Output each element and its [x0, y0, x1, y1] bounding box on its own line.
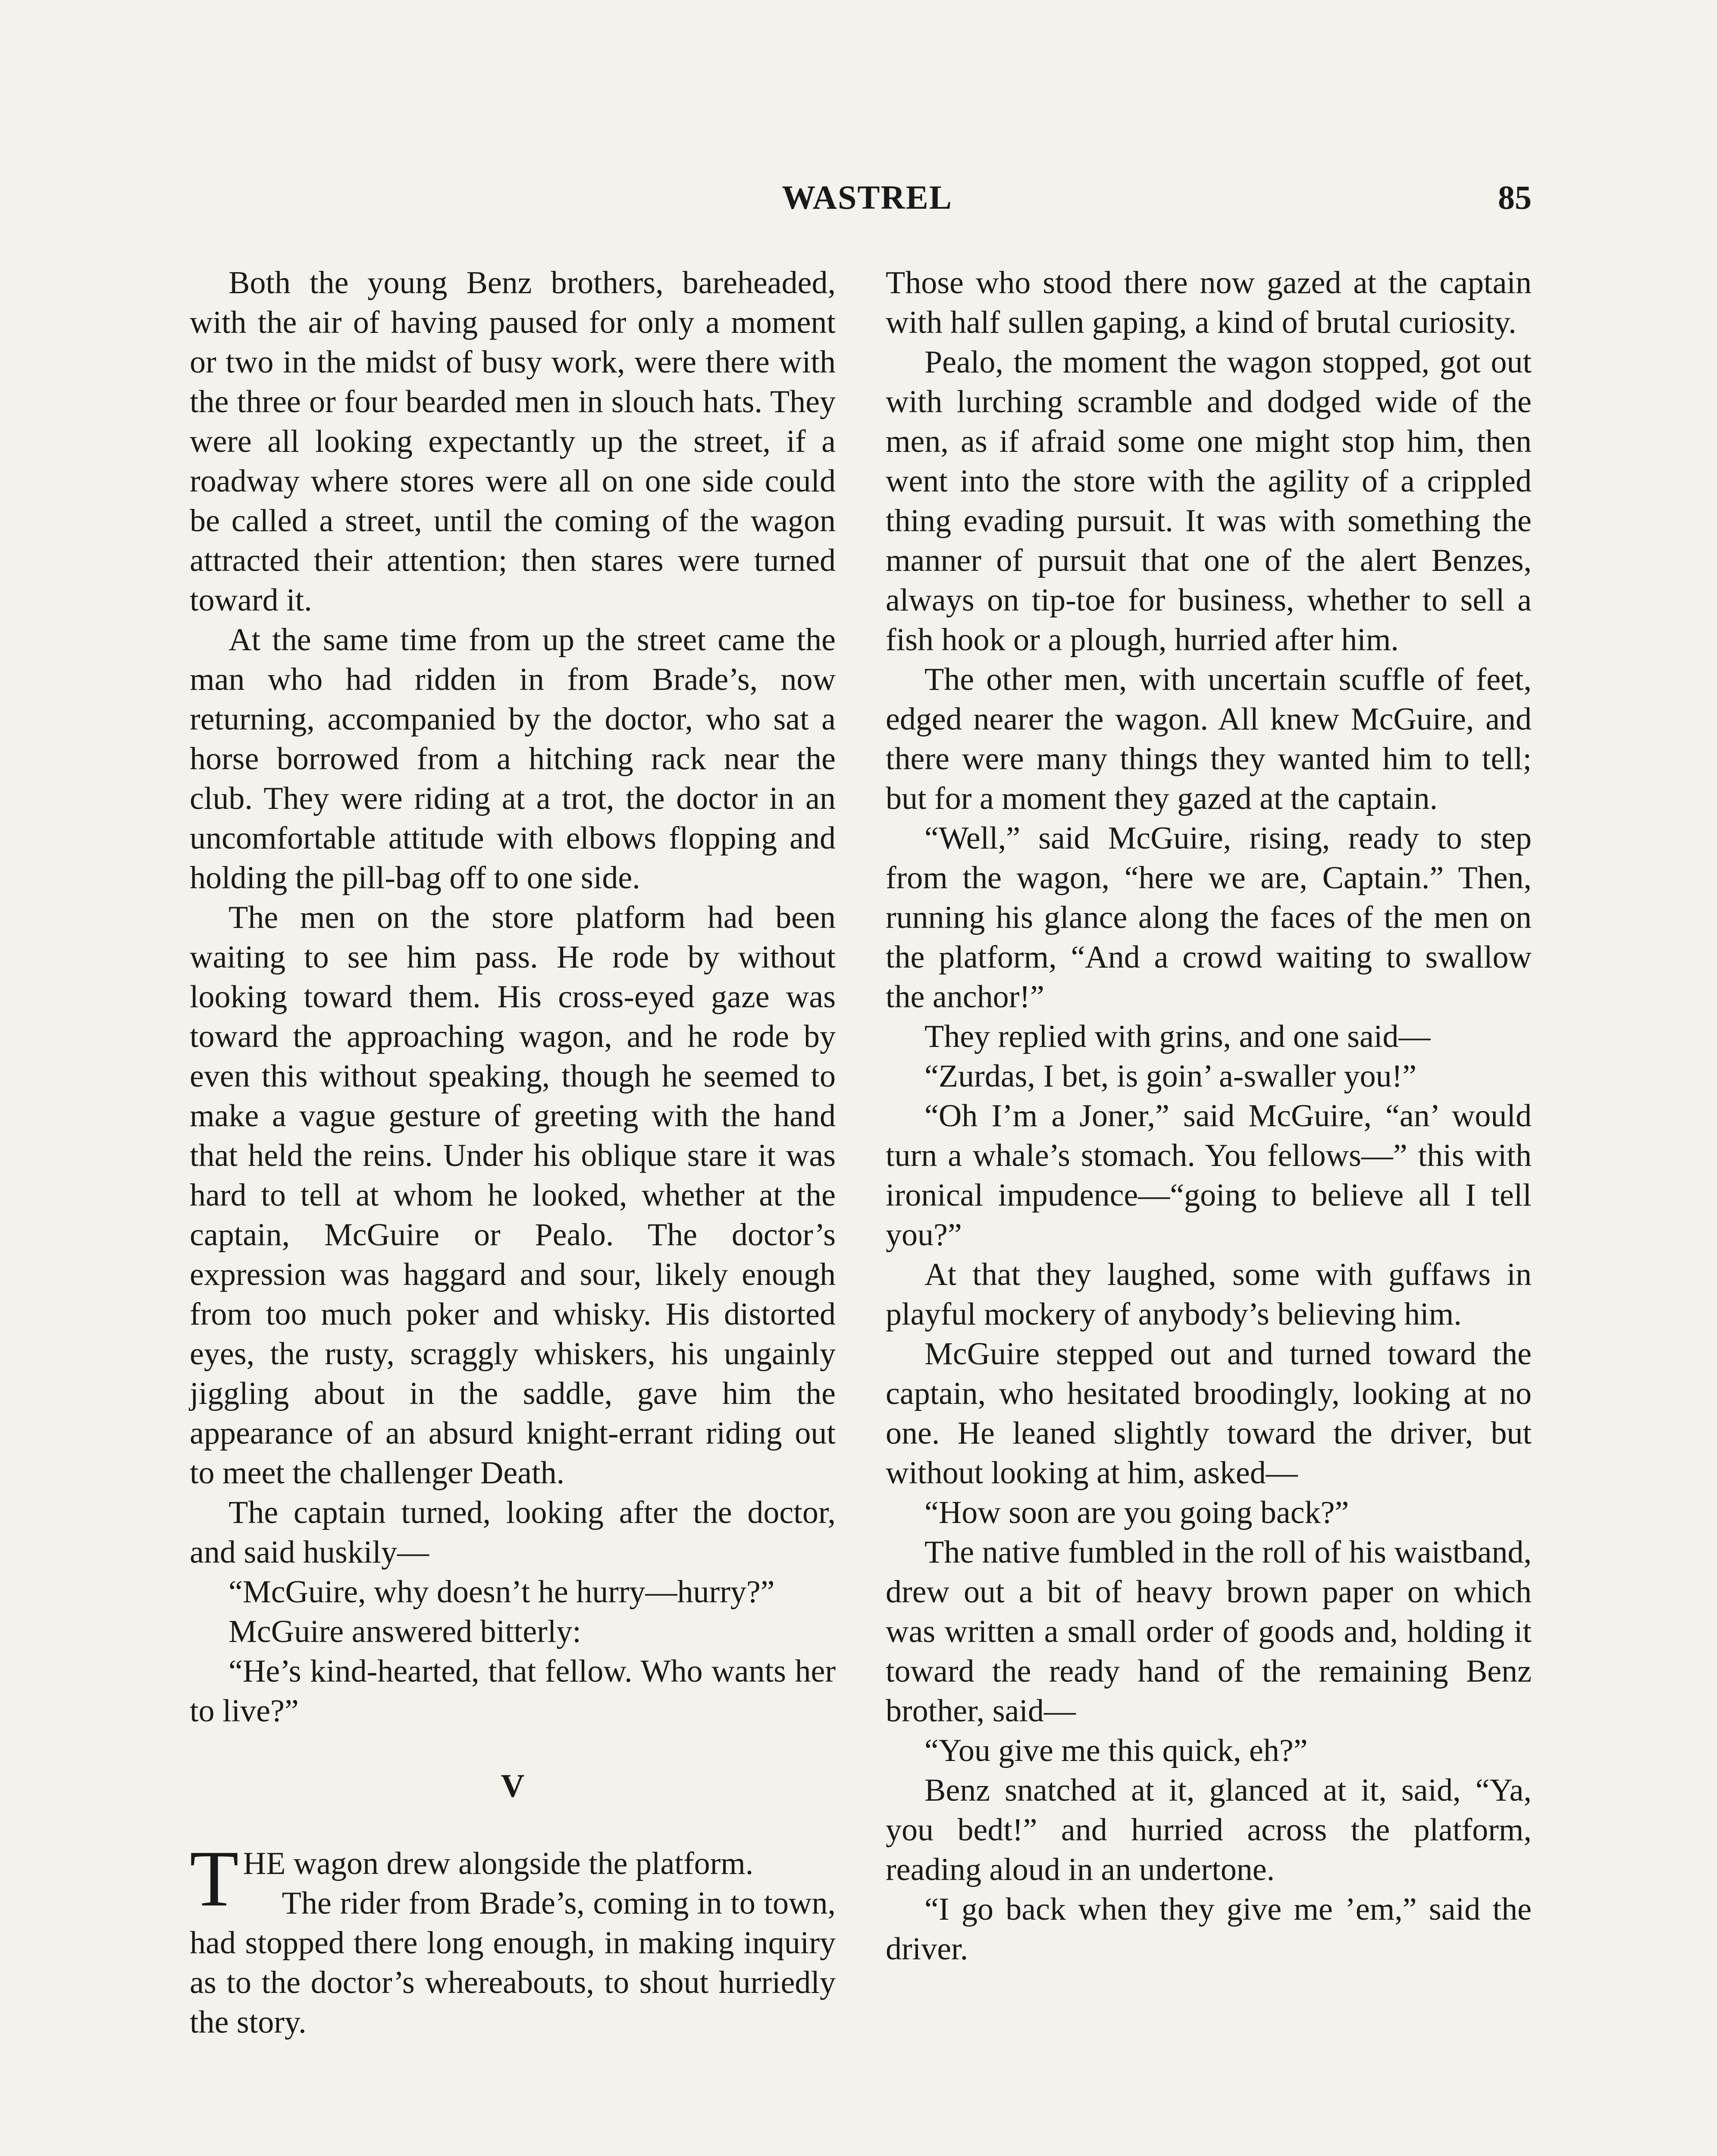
running-head: WASTREL: [782, 179, 952, 216]
right-column: [886, 263, 1532, 1969]
paragraph: “You give me this quick, eh?”: [924, 1733, 1308, 1768]
paragraph: McGuire answered bitterly:: [229, 1614, 581, 1649]
paragraph: The men on the store platform had been waiting to see him pass. He rode by without looking toward them. His cross-eyed gaze was toward the approaching wagon, and he rode by even this without speaking, though he seemed to make a vague gesture of greeting with the hand that held the reins. Under his oblique stare it was hard to tell at whom he looked, whether at the captain, McGuire or Pealo. The doctor’s expression was haggard and sour, likely enough from too much poker and whisky. His distorted eyes, the rusty, scraggly whiskers, his ungainly jiggling about in the saddle, gave him the appearance of an absurd knight-errant riding out to meet the challenger Death.: [190, 900, 836, 1491]
paragraph: “He’s kind-hearted, that fellow. Who wants her to live?”: [190, 1654, 836, 1729]
paragraph: “Zurdas, I bet, is goin’ a-swaller you!”: [924, 1059, 1417, 1094]
paragraph: McGuire stepped out and turned toward the captain, who hesitated broodingly, looking at no one. He leaned slightly toward the driver, but without looking at him, asked—: [886, 1336, 1532, 1491]
paragraph: “McGuire, why doesn’t he hurry—hurry?”: [229, 1574, 775, 1610]
paragraph: They replied with grins, and one said—: [924, 1019, 1431, 1054]
paragraph: At the same time from up the street came the man who had ridden in from Brade’s, now returning, accompanied by the doctor, who sat a horse borrowed from a hitching rack near the club. They were riding at a trot, the doctor in an uncomfortable attitude with elbows flopping and holding the pill-bag off to one side.: [190, 622, 836, 896]
paragraph: The other men, with uncertain scuffle of feet, edged nearer the wagon. All knew McGuire, and there were many things they wanted him to tell; but for a moment they gazed at the captain.: [886, 662, 1532, 816]
paragraph: At that they laughed, some with guffaws in playful mockery of anybody’s believing him.: [886, 1257, 1532, 1332]
paragraph: “How soon are you going back?”: [924, 1495, 1349, 1530]
paragraph: Pealo, the moment the wagon stopped, got out with lurching scramble and dodged wide of the men, as if afraid some one might stop him, then went into the store with the agility of a crippled thing evading pursuit. It was with something the manner of pursuit that one of the alert Benzes, always on tip-toe for business, whether to sell a fish hook or a plough, hurried after him.: [886, 345, 1532, 658]
paragraph: “Oh I’m a Joner,” said McGuire, “an’ would turn a whale’s stomach. You fellows—” this with ironical impudence—“going to believe all I tell you?”: [886, 1098, 1532, 1253]
page-header: [203, 172, 1532, 223]
paragraph: Both the young Benz brothers, bareheaded, with the air of having paused for only a moment or two in the midst of busy work, were there with the three or four bearded men in slouch hats. They were all looking expectantly up the street, if a roadway where stores were all on one side could be called a street, until the coming of the wagon attracted their attention; then stares were turned toward it.: [190, 265, 836, 618]
drop-cap: T: [190, 1834, 239, 1923]
paragraph: The rider from Brade’s, coming in to town, had stopped there long enough, in making inquiry as to the doctor’s whereabouts, to shout hurriedly the story.: [190, 1886, 836, 2040]
continued-paragraph: Those who stood there now gazed at the captain with half sullen gaping, a kind of brutal curiosity.: [886, 265, 1532, 340]
section-heading: V: [501, 1768, 525, 1804]
left-column: [190, 263, 836, 2042]
section-opening-paragraph: [190, 1834, 836, 1923]
page-number: 85: [1498, 179, 1532, 216]
drop-cap-paragraph-text: HE wagon drew alongside the platform.: [243, 1846, 754, 1881]
paragraph: “I go back when they give me ’em,” said the driver.: [886, 1892, 1532, 1967]
paragraph: “Well,” said McGuire, rising, ready to step from the wagon, “here we are, Captain.” Then, running his glance along the faces of the men on the platform, “And a crowd waiting to swallow the anchor!”: [886, 821, 1532, 1015]
paragraph: The captain turned, looking after the doctor, and said huskily—: [190, 1495, 836, 1570]
paragraph: Benz snatched at it, glanced at it, said, “Ya, you bedt!” and hurried across the platform, reading aloud in an undertone.: [886, 1773, 1532, 1887]
paragraph: The native fumbled in the roll of his waistband, drew out a bit of heavy brown paper on which was written a small order of goods and, holding it toward the ready hand of the remaining Benz brother, said—: [886, 1535, 1532, 1729]
